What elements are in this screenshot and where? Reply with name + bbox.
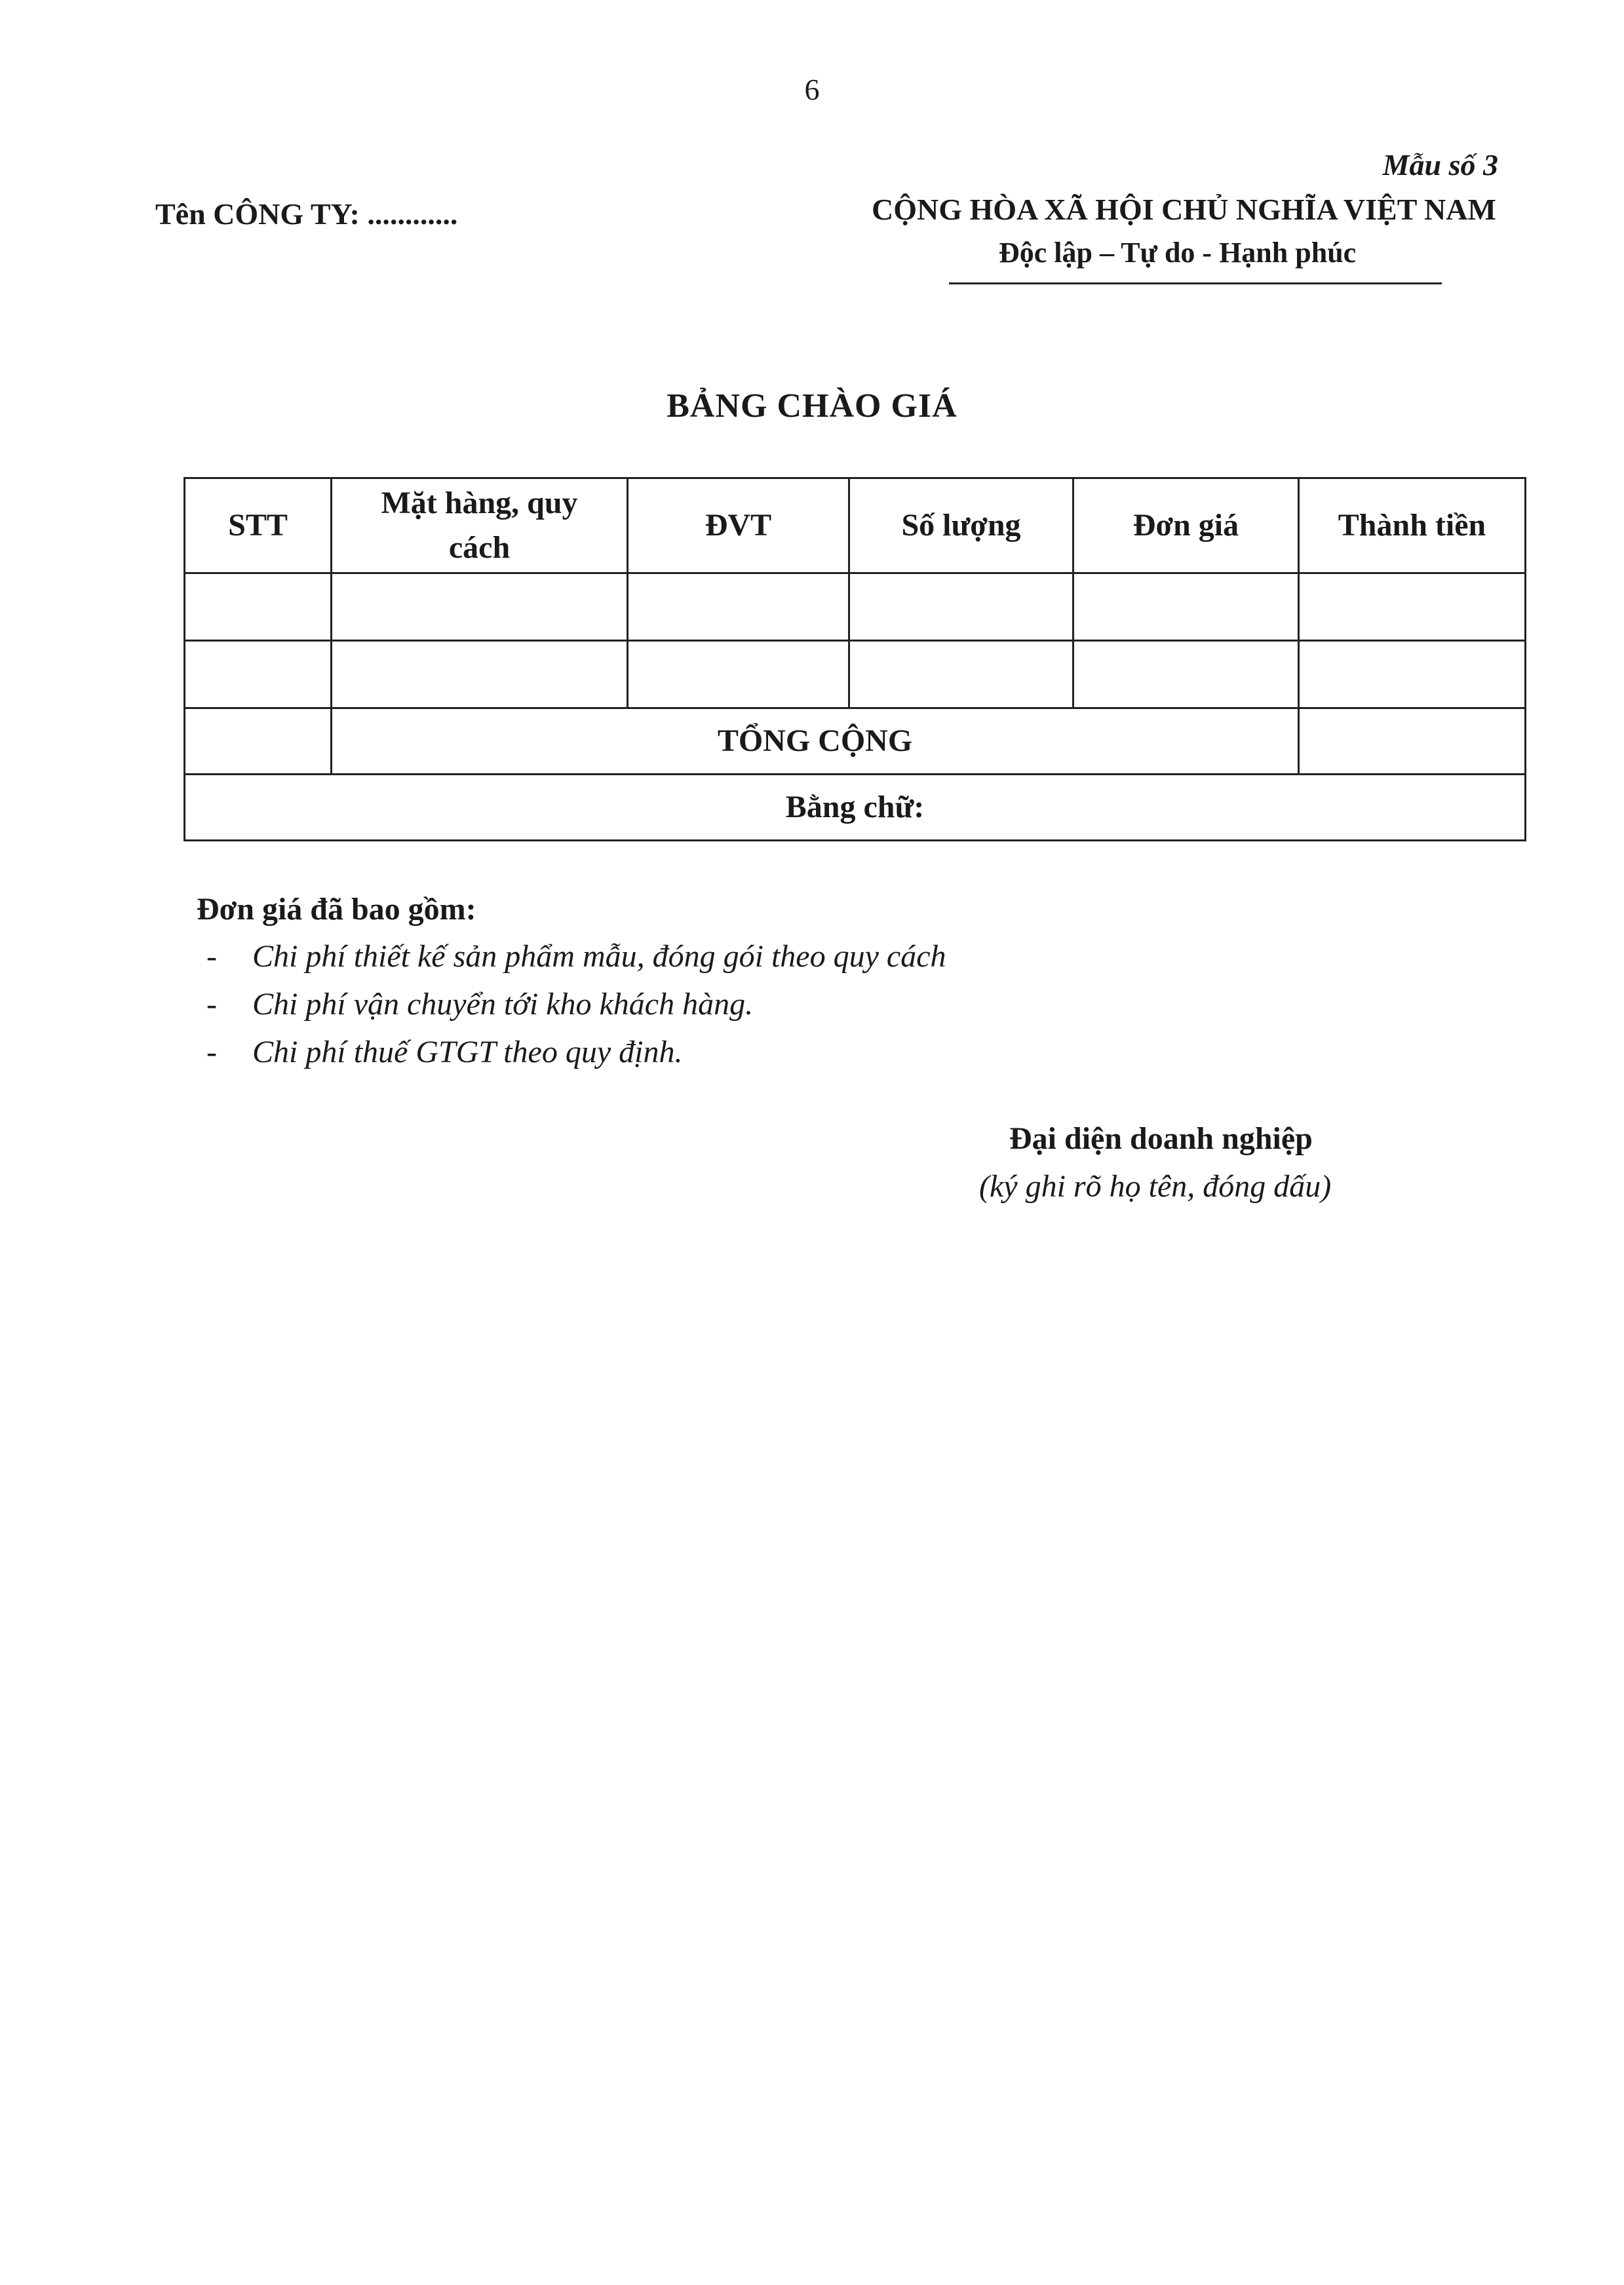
list-item xyxy=(206,1034,682,1070)
national-motto: Độc lập – Tự do - Hạnh phúc xyxy=(999,237,1357,269)
table-cell xyxy=(1073,573,1299,641)
table-cell xyxy=(332,573,628,641)
table-cell xyxy=(849,573,1073,641)
table-cell xyxy=(185,708,332,775)
list-item-text: Chi phí vận chuyển tới kho khách hàng. xyxy=(252,987,754,1022)
amount-in-words-row xyxy=(185,775,1526,841)
signature-title: Đại diện doanh nghiệp xyxy=(1009,1121,1313,1156)
document-title: BẢNG CHÀO GIÁ xyxy=(667,387,957,425)
column-header-quantity: Số lượng xyxy=(849,478,1073,573)
page-number: 6 xyxy=(804,73,820,106)
form-number: Mẫu số 3 xyxy=(1382,148,1498,182)
table-header-row xyxy=(185,478,1526,573)
list-item xyxy=(206,986,753,1022)
column-header-amount: Thành tiền xyxy=(1299,478,1526,573)
list-item xyxy=(206,938,946,974)
total-row xyxy=(185,708,1526,775)
table-cell xyxy=(1073,641,1299,708)
table-cell xyxy=(1299,573,1526,641)
column-header-unit-price: Đơn giá xyxy=(1073,478,1299,573)
table-row xyxy=(185,573,1526,641)
list-bullet: - xyxy=(206,939,217,974)
table-cell xyxy=(628,641,849,708)
list-item-text: Chi phí thiết kế sản phẩm mẫu, đóng gói theo quy cách xyxy=(252,939,946,974)
table-cell xyxy=(628,573,849,641)
column-header-stt: STT xyxy=(185,478,332,573)
table-cell xyxy=(1299,641,1526,708)
list-bullet: - xyxy=(206,987,217,1022)
list-bullet: - xyxy=(206,1035,217,1069)
table-row xyxy=(185,641,1526,708)
table-cell xyxy=(332,641,628,708)
column-header-item: Mặt hàng, quy cách xyxy=(332,478,628,573)
amount-in-words-label: Bằng chữ: xyxy=(185,775,1526,841)
table-cell xyxy=(185,573,332,641)
column-header-unit: ĐVT xyxy=(628,478,849,573)
total-label: TỔNG CỘNG xyxy=(332,708,1299,775)
quotation-table xyxy=(184,477,1526,841)
signature-instruction: (ký ghi rõ họ tên, đóng dấu) xyxy=(979,1169,1332,1204)
motto-underline xyxy=(949,282,1442,284)
republic-title: CỘNG HÒA XÃ HỘI CHỦ NGHĨA VIỆT NAM xyxy=(872,193,1496,226)
notes-heading: Đơn giá đã bao gồm: xyxy=(197,892,476,927)
table-cell xyxy=(185,641,332,708)
table-cell xyxy=(849,641,1073,708)
company-name-field: Tên CÔNG TY: ............ xyxy=(155,197,458,231)
total-value xyxy=(1299,708,1526,775)
list-item-text: Chi phí thuế GTGT theo quy định. xyxy=(252,1035,683,1069)
